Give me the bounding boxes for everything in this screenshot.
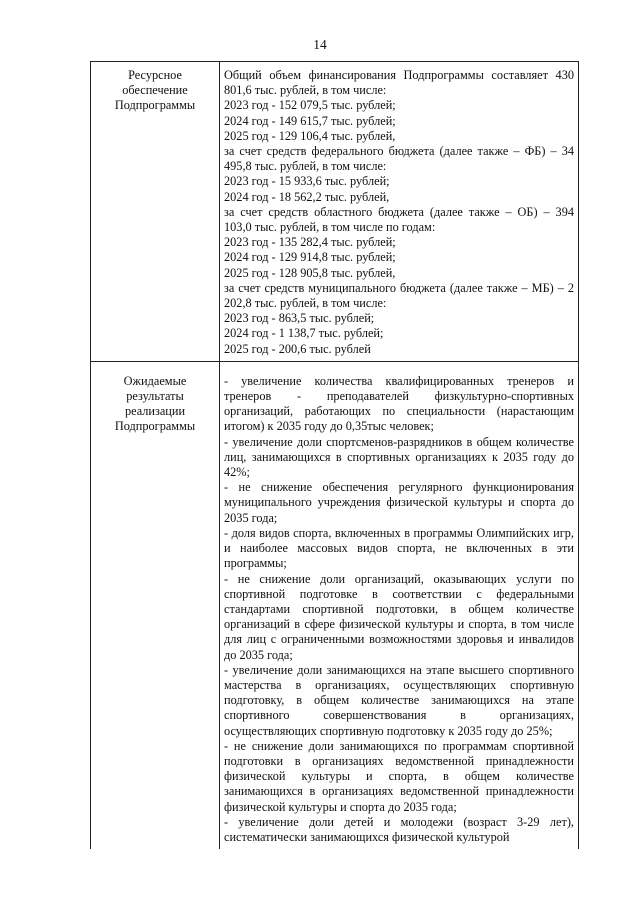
row-content (220, 62, 579, 362)
content-line: 2023 год - 15 933,6 тыс. рублей; (224, 174, 390, 189)
content-line: 2025 год - 129 106,4 тыс. рублей, (224, 128, 396, 143)
content-line: - увеличение доли детей и молодежи (возраст 3-29 лет), систематически занимающихся физической культурой (224, 814, 574, 844)
content-line: 2023 год - 135 282,4 тыс. рублей; (224, 235, 396, 250)
content-line: - увеличение количества квалифицированных тренеров и тренеров - преподавателей физкультурно-спортивных организаций, работающих по специальности (нарастающим итогом) к 2035 году до 0,35тыс человек; (224, 373, 574, 434)
content-line: - не снижение доли занимающихся по программам спортивной подготовки в организациях ведомственной принадлежности физической культуры и спорта, в общем количестве занимающихся в организациях ведомственной принадлежности физической культуры и спорта до 2035 года; (224, 738, 574, 814)
table-row-resources (91, 62, 579, 362)
content-line: 2025 год - 128 905,8 тыс. рублей, (224, 265, 396, 280)
page-number: 14 (313, 37, 327, 52)
content-line: Общий объем финансирования Подпрограммы составляет 430 801,6 тыс. рублей, в том числе: (224, 68, 574, 98)
row-label: Ресурсное обеспечение Подпрограммы (91, 62, 220, 362)
content-line: 2024 год - 149 615,7 тыс. рублей; (224, 113, 396, 128)
row-label: Ожидаемые результаты реализации Подпрограммы (91, 361, 220, 849)
row-content (220, 361, 579, 849)
content-line: - не снижение обеспечения регулярного функционирования муниципального учреждения физической культуры и спорта до 2035 года; (224, 480, 574, 525)
content-line: 2023 год - 863,5 тыс. рублей; (224, 311, 375, 326)
content-line: 2024 год - 18 562,2 тыс. рублей, (224, 189, 390, 204)
content-line: 2024 год - 1 138,7 тыс. рублей; (224, 326, 384, 341)
content-line: 2024 год - 129 914,8 тыс. рублей; (224, 250, 396, 265)
content-line: за счет средств муниципального бюджета (далее также – МБ) – 2 202,8 тыс. рублей, в том числе: (224, 280, 574, 311)
content-line: 2023 год - 152 079,5 тыс. рублей; (224, 98, 396, 113)
table-row-expected-results (91, 361, 579, 849)
content-line: - увеличение доли занимающихся на этапе высшего спортивного мастерства в организациях, осуществляющих спортивную подготовку, в общем количестве занимающихся на этапе спортивного совершенствования в организациях, осуществляющих спортивную подготовку к 2035 году до 25%; (224, 662, 574, 738)
content-line: за счет средств областного бюджета (далее также – ОБ) – 394 103,0 тыс. рублей, в том числе по годам: (224, 204, 574, 235)
content-line: - увеличение доли спортсменов-разрядников в общем количестве лиц, занимающихся в спортивных организациях к 2035 году до 42%; (224, 434, 574, 480)
content-line: 2025 год - 200,6 тыс. рублей (224, 341, 371, 356)
subprogram-table (90, 61, 579, 849)
content-line: за счет средств федерального бюджета (далее также – ФБ) – 34 495,8 тыс. рублей, в том числе: (224, 144, 574, 174)
content-line: - доля видов спорта, включенных в программы Олимпийских игр, и наиболее массовых видов спорта, не включенных в эти программы; (224, 525, 574, 571)
content-line: - не снижение доли организаций, оказывающих услуги по спортивной подготовке в соответствии с федеральными стандартами спортивной подготовки, в общем количестве организаций в сфере физической культуры и спорта, в том числе для лиц с ограниченными возможностями здоровья и инвалидов до 2035 года; (224, 571, 574, 662)
